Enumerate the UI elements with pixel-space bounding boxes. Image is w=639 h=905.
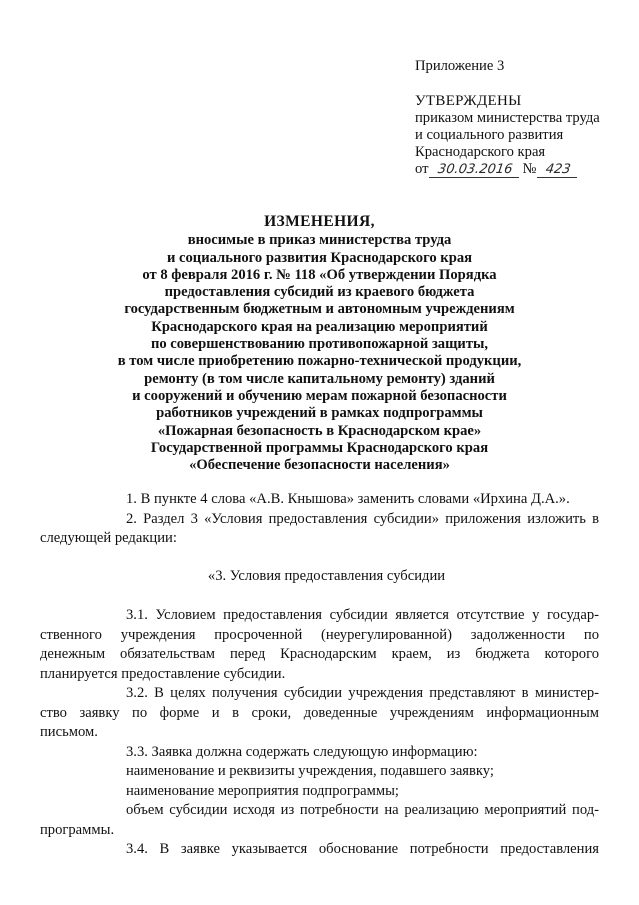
document-title (40, 213, 599, 474)
approval-block (415, 58, 625, 178)
item-3-4-line-1: 3.4. В заявке указывается обоснование потребности предоставления (126, 841, 599, 857)
title-line: ремонту (в том числе капитальному ремонту) зданий (144, 370, 495, 387)
title-line: Краснодарского края на реализацию мероприятий (151, 318, 488, 335)
item-3-1-line-3: денежным обязательствам перед Краснодарским краем, из бюджета которого (40, 646, 599, 662)
paragraph-2-line-1: 2. Раздел 3 «Условия предоставления субсидии» приложения изложить в (126, 510, 599, 527)
item-3-3-c-line-2: программы. (40, 821, 115, 838)
handwritten-date: 30.03.2016 (429, 163, 521, 178)
title-line: от 8 февраля 2016 г. № 118 «Об утверждении Порядка (142, 266, 497, 283)
approval-date-line (415, 161, 625, 178)
title-line: и социального развития Краснодарского края (166, 249, 473, 266)
approved-label: УТВЕРЖДЕНЫ (415, 93, 522, 109)
item-3-3-a: наименование и реквизиты учреждения, подавшего заявку; (126, 763, 494, 779)
title-line: по совершенствованию противопожарной защиты, (150, 336, 489, 353)
title-heading: ИЗМЕНЕНИЯ, (264, 213, 375, 230)
number-sign: № (522, 161, 537, 177)
handwritten-number: 423 (537, 163, 579, 178)
title-line: и сооружений и обучению мерам пожарной безопасности (132, 387, 507, 404)
title-line: государственным бюджетным и автономным учреждениям (124, 301, 515, 318)
document-body (40, 490, 599, 860)
title-line: Государственной программы Краснодарского края (150, 439, 489, 456)
title-line: предоставления субсидий из краевого бюджета (164, 284, 475, 301)
item-3-1-line-2: ственного учреждения просроченной (неурегулированной) задолженности по (40, 626, 599, 643)
title-line: «Обеспечение безопасности населения» (189, 457, 450, 474)
date-prefix: от (415, 161, 429, 177)
approval-line-2: и социального развития (415, 127, 564, 143)
paragraph-2-line-2: следующей редакции: (40, 530, 177, 546)
approval-line-1: приказом министерства труда (415, 110, 600, 126)
item-3-2-line-2: ство заявку по форме и в сроки, доведенные учреждениям информационным (40, 704, 599, 721)
item-3-2-line-3: письмом. (40, 724, 98, 740)
title-line: в том числе приобретению пожарно-технической продукции, (117, 353, 522, 370)
title-line: вносимые в приказ министерства труда (187, 232, 452, 249)
item-3-3: 3.3. Заявка должна содержать следующую информацию: (126, 743, 478, 760)
title-line: «Пожарная безопасность в Краснодарском крае» (157, 422, 482, 439)
item-3-1-line-4: планируется предоставление субсидии. (40, 665, 286, 682)
paragraph-1: 1. В пункте 4 слова «А.В. Кнышова» заменить словами «Ирхина Д.А.». (126, 491, 570, 507)
item-3-3-c-line-1: объем субсидии исходя из потребности на реализацию мероприятий под- (126, 802, 599, 818)
appendix-label: Приложение 3 (415, 58, 505, 74)
approval-line-3: Краснодарского края (415, 144, 546, 160)
item-3-2-line-1: 3.2. В целях получения субсидии учреждения представляют в министер- (126, 685, 599, 701)
title-line: работников учреждений в рамках подпрограммы (156, 405, 483, 422)
item-3-1-line-1: 3.1. Условием предоставления субсидии является отсутствие у государ- (126, 607, 599, 623)
item-3-3-b: наименование мероприятия подпрограммы; (126, 782, 399, 799)
section-3-title: «3. Условия предоставления субсидии (207, 567, 446, 584)
